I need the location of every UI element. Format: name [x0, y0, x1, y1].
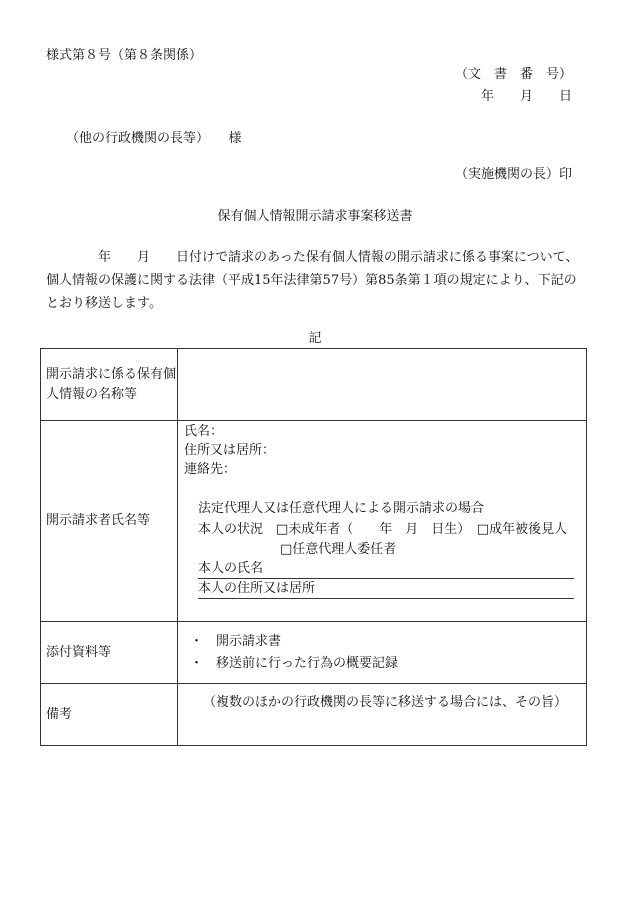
date-line: 年 月 日: [480, 89, 572, 104]
list-item: ・ 開示請求書: [190, 633, 282, 649]
table-row: [41, 349, 587, 421]
body-paragraph: [46, 246, 586, 315]
principal-status-option: □任意代理人委任者: [280, 542, 397, 557]
attachments-label: 添付資料等: [41, 622, 178, 684]
contact-field: 連絡先：: [184, 462, 237, 477]
address-field: 住所又は居所：: [184, 443, 276, 458]
list-item: ・ 移送前に行った行為の概要記録: [190, 655, 399, 671]
document-title: 保有個人情報開示請求事案移送書: [217, 209, 413, 224]
requester-label: 開示請求者氏名等: [41, 421, 178, 622]
info-name-label: 開示請求に係る保有個人情報の名称等: [41, 349, 178, 421]
name-field: 氏名：: [184, 424, 224, 439]
principal-status: 本人の状況 □未成年者（ 年 月 日生） □成年被後見人: [198, 522, 568, 537]
remarks-value: [178, 684, 587, 746]
requester-value: [178, 421, 587, 622]
proxy-heading: 法定代理人又は任意代理人による開示請求の場合: [198, 501, 485, 516]
table-row: [41, 421, 587, 622]
table-row: [41, 622, 587, 684]
form-number: 様式第８号（第８条関係）: [46, 48, 203, 63]
issuer-with-seal: （実施機関の長）印: [454, 167, 572, 182]
body-text: 年 月 日付けで請求のあった保有個人情報の開示請求に係る事案について、個人情報の保護に関する法律（平成15年法律第57号）第85条第１項の規定により、下記のとおり移送します。: [46, 250, 579, 311]
ki-heading: 記: [308, 331, 322, 346]
remarks-label: 備考: [41, 684, 178, 746]
transfer-details-table: [40, 348, 587, 746]
principal-address-line: 本人の住所又は居所: [198, 580, 574, 599]
document-number: （文 書 番 号）: [454, 67, 572, 82]
info-name-value: [178, 349, 587, 421]
remarks-note: （複数のほかの行政機関の長等に移送する場合には、その旨）: [202, 695, 567, 710]
principal-name-line: 本人の氏名: [198, 560, 574, 579]
attachments-value: [178, 622, 587, 684]
table-row: [41, 684, 587, 746]
addressee: （他の行政機関の長等） 様: [66, 131, 242, 146]
